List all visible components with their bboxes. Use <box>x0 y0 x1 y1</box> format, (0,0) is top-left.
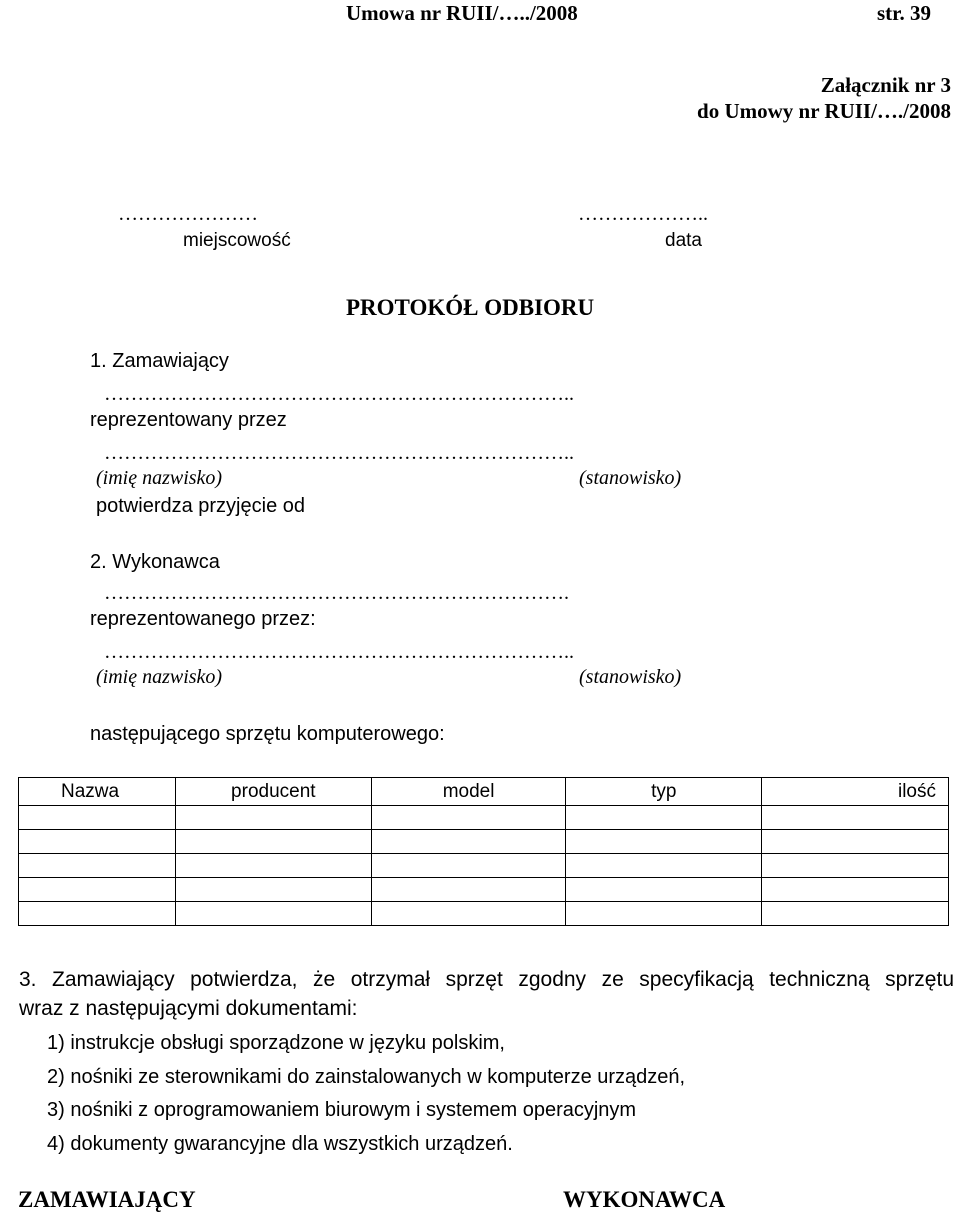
table-cell <box>762 854 949 878</box>
table-cell <box>566 806 762 830</box>
table-row <box>19 878 949 902</box>
table-cell <box>19 854 176 878</box>
table-cell <box>175 902 371 926</box>
section2-position-label: (stanowisko) <box>579 666 682 688</box>
table-cell <box>566 830 762 854</box>
signature-client: ZAMAWIAJĄCY <box>18 1187 196 1212</box>
table-cell <box>19 902 176 926</box>
table-cell <box>566 854 762 878</box>
section3-paragraph-line2: wraz z następującymi dokumentami: <box>19 997 358 1020</box>
section2-dots1: ……………………………………………………………. <box>104 582 569 604</box>
equipment-table <box>18 777 949 926</box>
page-number: str. 39 <box>877 1 932 25</box>
table-row <box>19 830 949 854</box>
section3-paragraph <box>19 965 954 1023</box>
place-dots: ………………… <box>118 203 258 225</box>
section1-represented: reprezentowany przez <box>90 409 287 431</box>
table-cell <box>566 878 762 902</box>
table-cell <box>371 878 566 902</box>
table-cell <box>566 902 762 926</box>
date-dots: ……………….. <box>578 203 708 225</box>
section2-name-label: (imię nazwisko) <box>96 666 223 688</box>
list-item: 2) nośniki ze sterownikami do zainstalowanych w komputerze urządzeń, <box>47 1066 686 1088</box>
section1-confirms: potwierdza przyjęcie od <box>96 495 305 517</box>
column-header-type: typ <box>566 778 762 806</box>
place-label: miejscowość <box>183 230 291 251</box>
annex-subtitle: do Umowy nr RUII/…./2008 <box>697 99 951 123</box>
table-cell <box>371 830 566 854</box>
list-item: 3) nośniki z oprogramowaniem biurowym i systemem operacyjnym <box>47 1099 637 1121</box>
section3-paragraph-line1: 3. Zamawiający potwierdza, że otrzymał sprzęt zgodny ze specyfikacją techniczną sprzętu <box>19 968 954 991</box>
equipment-intro: następującego sprzętu komputerowego: <box>90 723 445 745</box>
table-cell <box>371 902 566 926</box>
table-cell <box>762 902 949 926</box>
table-cell <box>175 830 371 854</box>
annex-title: Załącznik nr 3 <box>820 73 951 97</box>
column-header-name: Nazwa <box>19 778 176 806</box>
signature-contractor: WYKONAWCA <box>563 1187 726 1212</box>
table-cell <box>762 830 949 854</box>
date-label: data <box>665 230 702 251</box>
column-header-producer: producent <box>175 778 371 806</box>
table-cell <box>371 806 566 830</box>
list-item: 4) dokumenty gwarancyjne dla wszystkich urządzeń. <box>47 1133 513 1155</box>
section1-dots2: …………………………………………………………….. <box>104 442 574 464</box>
table-cell <box>371 854 566 878</box>
table-row <box>19 854 949 878</box>
table-cell <box>762 878 949 902</box>
section1-dots1: …………………………………………………………….. <box>104 383 574 405</box>
table-cell <box>175 878 371 902</box>
table-cell <box>762 806 949 830</box>
table-header-row <box>19 778 949 806</box>
list-item: 1) instrukcje obsługi sporządzone w języku polskim, <box>47 1032 505 1054</box>
table-row <box>19 806 949 830</box>
column-header-quantity: ilość <box>762 778 949 806</box>
table-cell <box>175 806 371 830</box>
section2-represented: reprezentowanego przez: <box>90 608 316 630</box>
contract-number-header: Umowa nr RUII/…../2008 <box>346 1 578 25</box>
section1-position-label: (stanowisko) <box>579 467 682 489</box>
table-cell <box>19 806 176 830</box>
table-row <box>19 902 949 926</box>
section2-heading: 2. Wykonawca <box>90 551 220 573</box>
column-header-model: model <box>371 778 566 806</box>
section1-name-label: (imię nazwisko) <box>96 467 223 489</box>
document-title: PROTOKÓŁ ODBIORU <box>346 295 595 320</box>
section2-dots2: …………………………………………………………….. <box>104 641 574 663</box>
section1-heading: 1. Zamawiający <box>90 350 229 372</box>
table-cell <box>19 830 176 854</box>
table-cell <box>19 878 176 902</box>
table-cell <box>175 854 371 878</box>
